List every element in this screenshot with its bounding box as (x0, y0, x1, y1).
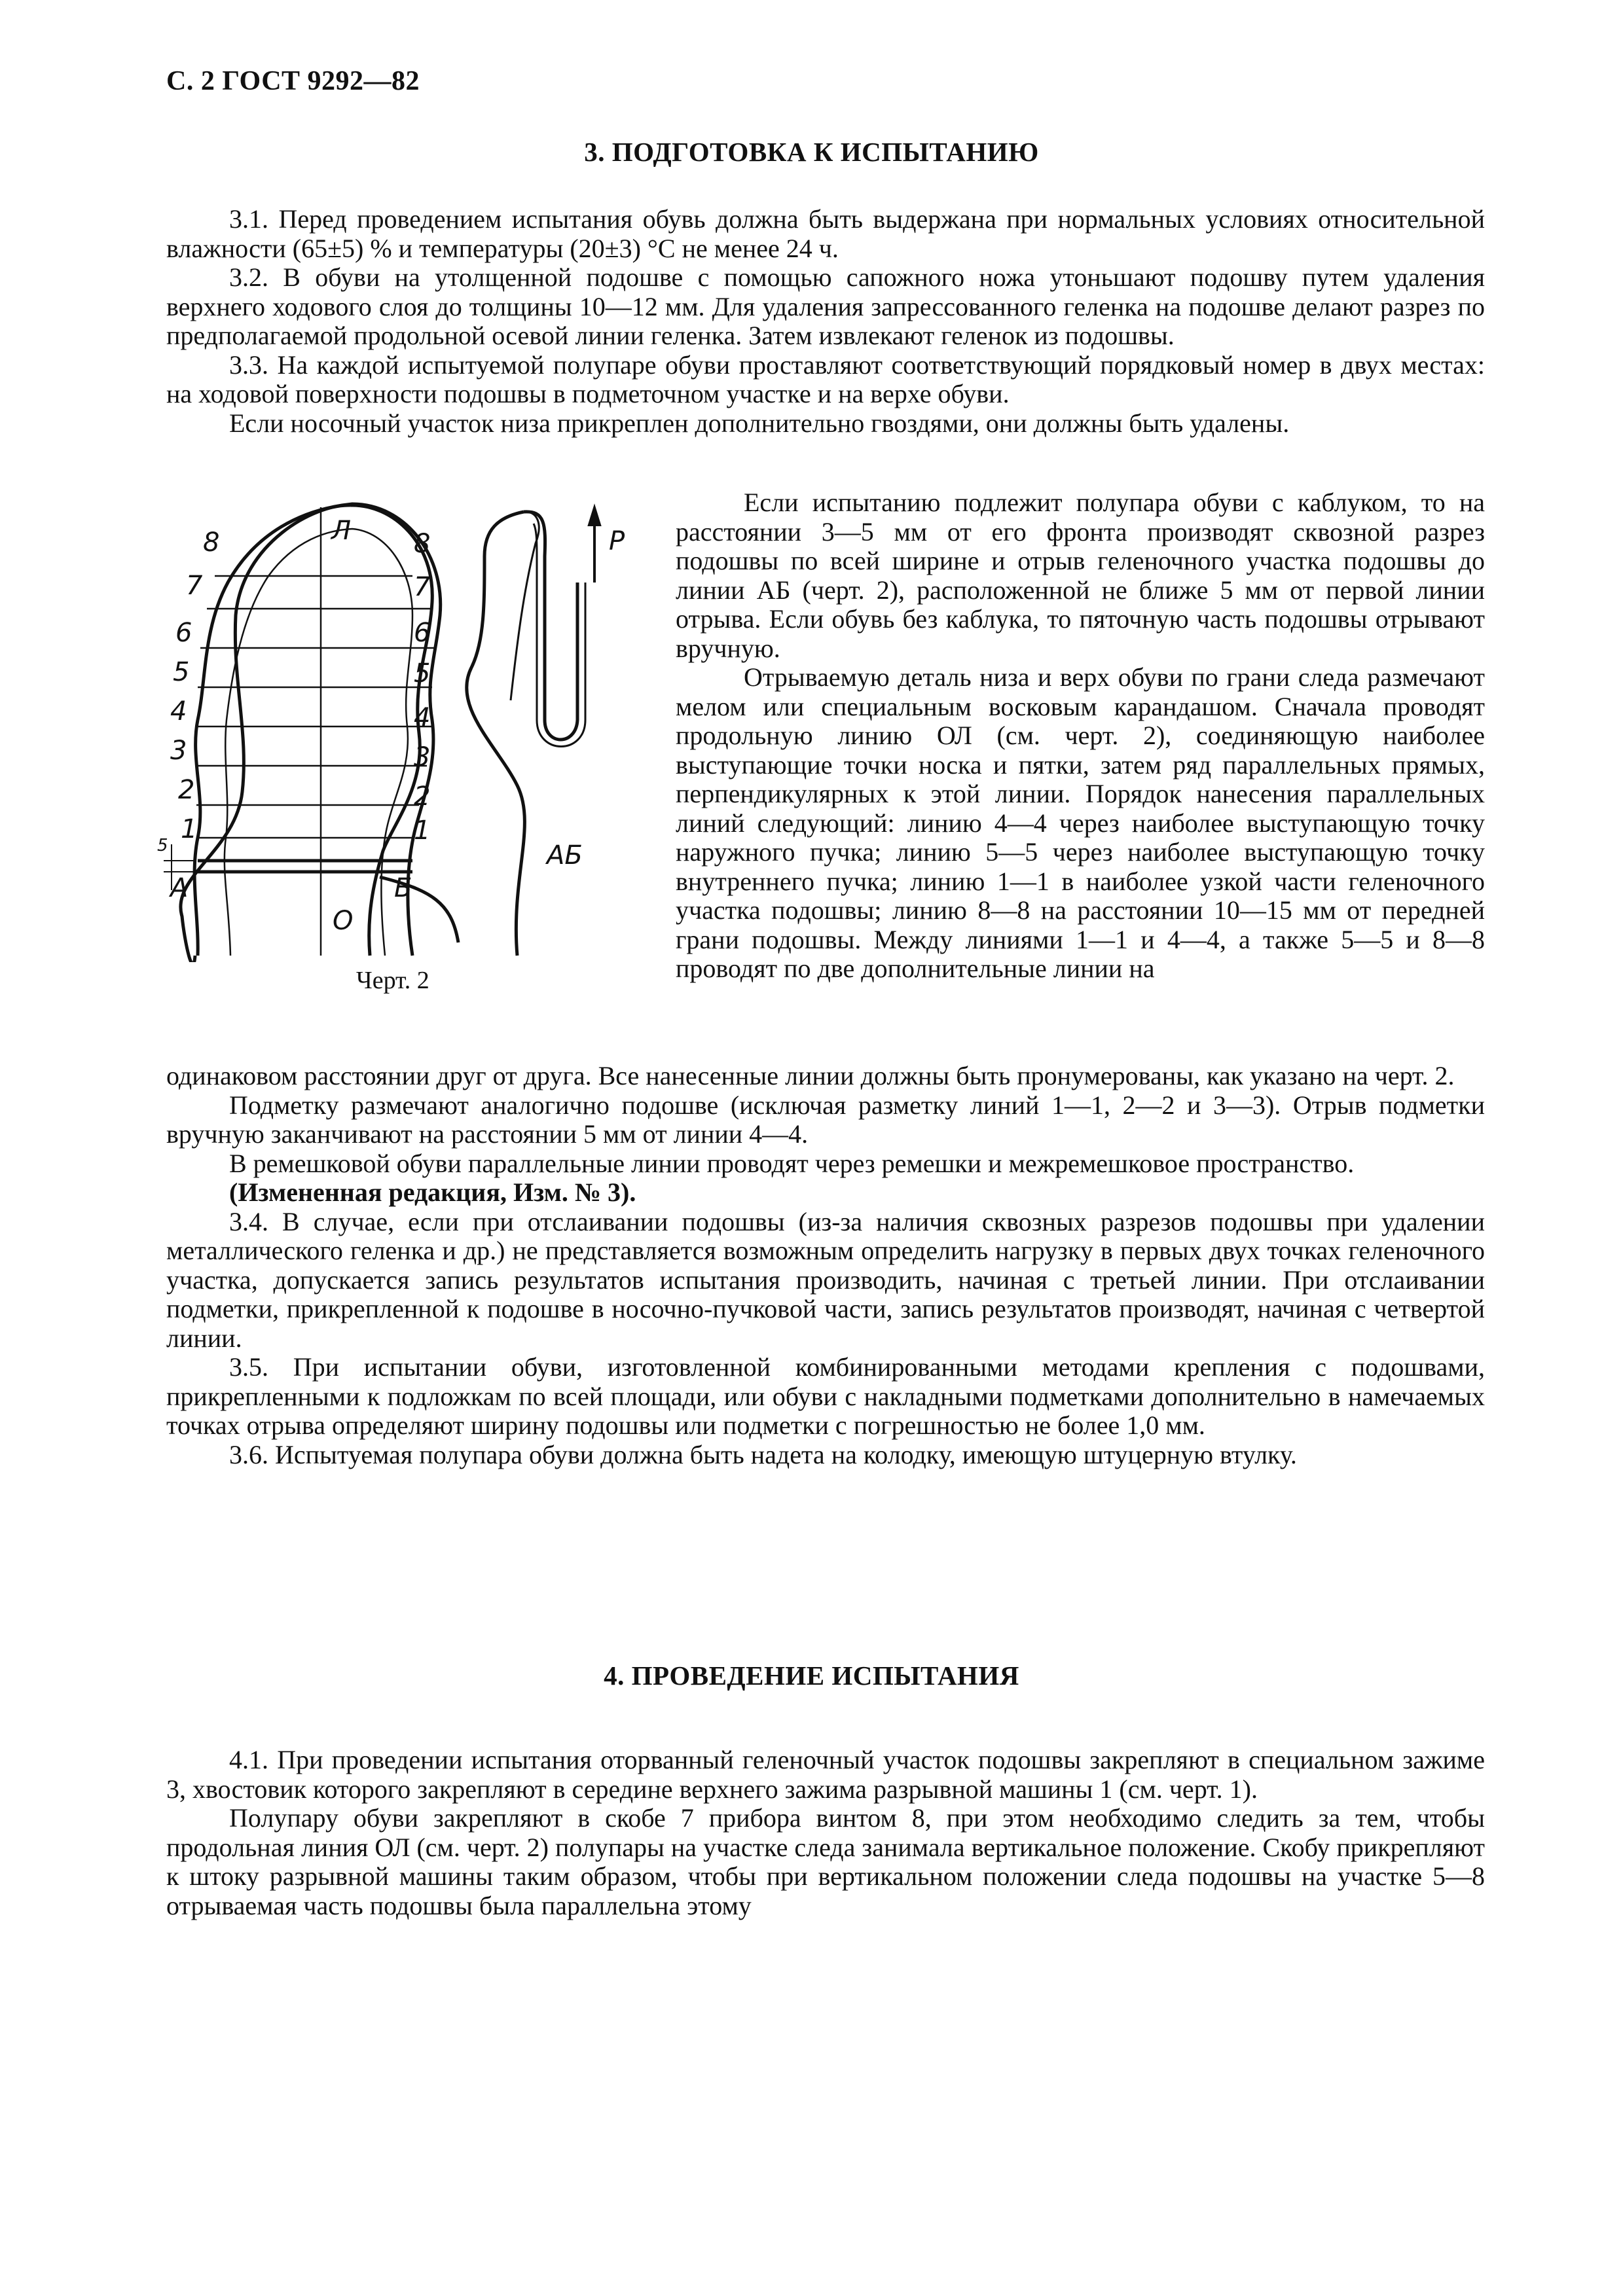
paragraph-4-1: 4.1. При проведении испытания оторванный геленочный участок подошвы закрепляют в специальном зажиме 3, хвостовик которого закрепляют в середине верхнего зажима разрывной машины 1 (см. черт. 1). (166, 1745, 1485, 1804)
figure-2-sole-marking-diagram (144, 484, 668, 962)
label-A: А (170, 873, 189, 903)
paragraph-heel: Если испытанию подлежит полупара обуви с каблуком, то на расстоянии 3—5 мм от его фронта производят сквозной разрез подошвы по всей ширине и отрыв геленочного участка подошвы до линии АБ (черт. 2), расположенной не ближе 5 мм от первой линии отрыва. Если обувь без каблука, то пяточную часть подошвы отрывают вручную. (676, 488, 1485, 663)
paragraph-3-3-nails: Если носочный участок низа прикреплен дополнительно гвоздями, они должны быть удалены. (229, 408, 1290, 438)
label-dim-5: 5 (157, 836, 168, 855)
paragraph-strap-shoes: В ремешковой обуви параллельные линии проводят через ремешки и межремешковое пространство. (229, 1148, 1355, 1178)
label-right-6: 6 (414, 618, 431, 648)
paragraph-3-6: 3.6. Испытуемая полупара обуви должна быть надета на колодку, имеющую штуцерную втулку. (229, 1439, 1297, 1469)
label-L: Л (331, 516, 352, 546)
label-right-8: 8 (414, 529, 431, 559)
label-left-2: 2 (178, 775, 195, 805)
label-left-5: 5 (173, 657, 190, 687)
paragraph-3-3: 3.3. На каждой испытуемой полупаре обуви проставляют соответствующий порядковый номер в двух местах: на ходовой поверхности подошвы в подметочном участке и на верхе обуви. (166, 350, 1485, 408)
section-3-float-text (676, 488, 1485, 984)
label-O: О (333, 906, 354, 936)
paragraph-podmetka: Подметку размечают аналогично подошве (исключая разметку линий 1—1, 2—2 и 3—3). Отрыв подметки вручную заканчивают на расстоянии 5 мм от линии 4—4. (166, 1090, 1485, 1149)
paragraph-marking: Отрываемую деталь низа и верх обуви по грани следа размечают мелом или специальным восковым карандашом. Сначала проводят продольную линию ОЛ (см. черт. 2), соединяющую наиболее выступающие точки носка и пятки, затем ряд параллельных прямых, перпендикулярных к этой линии. Порядок нанесения параллельных линий следующий: линию 4—4 через наиболее выступающую точку наружного пучка; линию 5—5 через наиболее выступающую точку внутреннего пучка; линию 1—1 в наиболее узкой части геленочного участка подошвы; линию 8—8 на расстоянии 10—15 мм от передней грани подошвы. Между линиями 1—1 и 4—4, а также 5—5 и 8—8 проводят по две дополнительные линии на (676, 662, 1485, 983)
amendment-note: (Измененная редакция, Изм. № 3). (229, 1177, 636, 1207)
figure-2-caption: Черт. 2 (356, 967, 429, 994)
section-3-text-bottom (166, 1062, 1485, 1469)
paragraph-3-1: 3.1. Перед проведением испытания обувь должна быть выдержана при нормальных условиях относительной влажности (65±5) % и температуры (20±3) °С не менее 24 ч. (166, 204, 1485, 263)
label-right-4: 4 (414, 703, 431, 733)
page-header: С. 2 ГОСТ 9292—82 (166, 66, 420, 96)
section-4-title: 4. ПРОВЕДЕНИЕ ИСПЫТАНИЯ (604, 1660, 1019, 1691)
label-right-2: 2 (414, 781, 431, 812)
label-left-7: 7 (186, 571, 203, 601)
label-P: Р (609, 526, 625, 556)
label-right-5: 5 (414, 658, 431, 689)
paragraph-3-2: 3.2. В обуви на утолщенной подошве с помощью сапожного ножа утоньшают подошву путем удаления верхнего ходового слоя до толщины 10—12 мм. Для удаления запрессованного геленка на подошве делают разрез по предполагаемой продольной осевой линии геленка. Затем извлекают геленок из подошвы. (166, 262, 1485, 350)
label-left-3: 3 (170, 736, 187, 766)
label-AB: АБ (547, 840, 583, 870)
label-left-8: 8 (203, 528, 220, 558)
paragraph-3-4: 3.4. В случае, если при отслаивании подошвы (из-за наличия сквозных разрезов подошвы при удалении металлического геленка и др.) не представляется возможным определить нагрузку в первых двух точках геленочного участка, допускается запись результатов испытания производить, начиная с третьей линии. При отслаивании подметки, прикрепленной к подошве в носочно-пучковой части, запись результатов производят, начиная с четвертой линии. (166, 1206, 1485, 1353)
paragraph-3-5: 3.5. При испытании обуви, изготовленной комбинированными методами крепления с подошвами, прикрепленными к подложкам по всей площади, или обуви с накладными подметками дополнительно в намечаемых точках отрыва определяют ширину подошвы или подметки с погрешностью не более 1,0 мм. (166, 1352, 1485, 1440)
section-3-title: 3. ПОДГОТОВКА К ИСПЫТАНИЮ (584, 137, 1039, 167)
label-left-6: 6 (175, 618, 192, 648)
label-right-7: 7 (414, 572, 431, 602)
label-right-3: 3 (414, 742, 431, 772)
label-left-4: 4 (170, 696, 187, 726)
section-4-text (166, 1746, 1485, 1920)
paragraph-marking-continued: одинаковом расстоянии друг от друга. Все нанесенные линии должны быть пронумерованы, как указано на черт. 2. (166, 1061, 1455, 1090)
section-3-text-top (166, 205, 1485, 438)
label-left-1: 1 (181, 814, 198, 844)
paragraph-4-1-clamp: Полупару обуви закрепляют в скобе 7 прибора винтом 8, при этом необходимо следить за тем, чтобы продольная линия ОЛ (см. черт. 2) полупары на участке следа занимала вертикальное положение. Скобу прикрепляют к штоку разрывной машины таким образом, чтобы при вертикальном положении следа подошвы на участке 5—8 отрываемая часть подошвы была параллельна этому (166, 1803, 1485, 1920)
label-B: Б (394, 873, 412, 903)
label-right-1: 1 (414, 816, 431, 846)
